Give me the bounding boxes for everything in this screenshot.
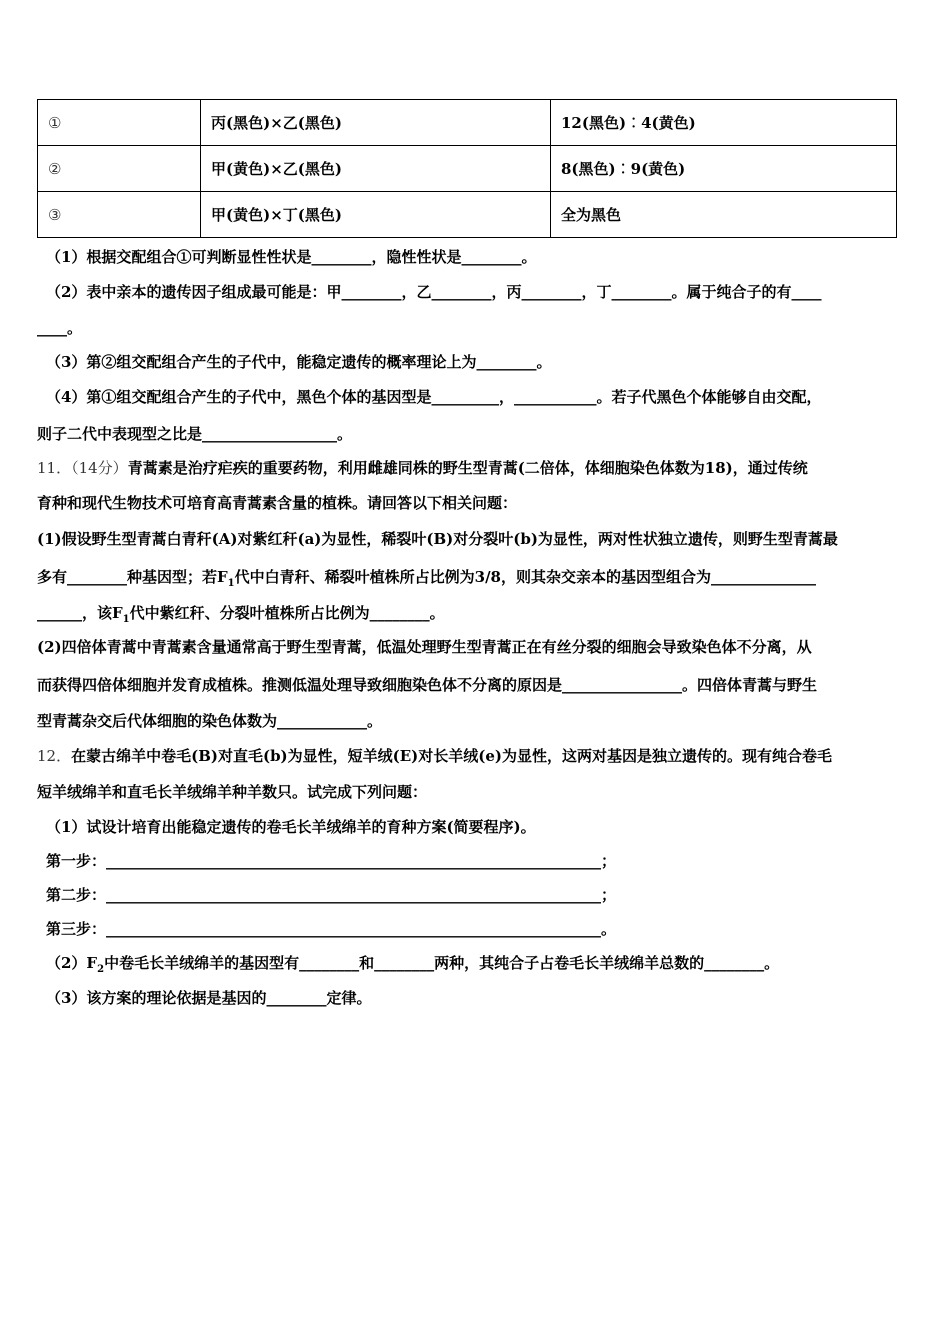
q11-part1-line1: (1)假设野生型青蒿白青秆(A)对紫红秆(a)为显性，稀裂叶(B)对分裂叶(b)为显性，两对性状独立遗传，则野生型青蒿最 [37,530,838,548]
q11-stem-line2: 育种和现代生物技术可培育高青蒿素含量的植株。请回答以下相关问题： [37,494,518,512]
q12-part2-text-a: （2）F [46,954,98,972]
cross-number-cell: ① [38,100,201,146]
q11-stem-line1: 青蒿素是治疗疟疾的重要药物，利用雌雄同株的野生型青蒿(二倍体，体细胞染色体数为18)，通过传统 [127,459,808,477]
q12-line1 [37,746,899,766]
q12-part3: （3）该方案的理论依据是基因的________定律。 [46,989,372,1007]
q10-part4-line2: 则子二代中表现型之比是__________________。 [37,425,353,443]
q10-part2-line2: ____。 [37,319,83,337]
q12-part1: （1）试设计培育出能稳定遗传的卷毛长羊绒绵羊的育种方案(简要程序)。 [46,818,536,836]
q12-part2 [46,953,908,973]
cross-results-table [37,99,897,238]
q11-part1-line3-text-b: 代中紫红秆、分裂叶植株所占比例为________。 [129,604,445,622]
q11-part1-line3 [37,603,899,623]
q10-part3: （3）第②组交配组合产生的子代中，能稳定遗传的概率理论上为________。 [46,353,552,371]
q11-part2-line3: 型青蒿杂交后代体细胞的染色体数为____________。 [37,712,383,730]
q11-part1-line3-text-a: ______，该F [37,604,123,622]
q12-number: 12． [37,747,72,765]
cross-number-cell: ③ [38,192,201,238]
q11-part1-line2-text-b: 代中白青秆、稀裂叶植株所占比例为3/8，则其杂交亲本的基因型组合为______________ [234,568,816,586]
q10-part4-line1: （4）第①组交配组合产生的子代中，黑色个体的基因型是_________，___________。若子代黑色个体能够自由交配， [46,388,822,406]
cross-number-cell: ② [38,146,201,192]
q12-stem-line1: 在蒙古绵羊中卷毛(B)对直毛(b)为显性，短羊绒(E)对长羊绒(e)为显性，这两对基因是独立遗传的。现有纯合卷毛 [71,747,833,765]
cross-parents-cell: 甲(黄色)×乙(黑色) [201,146,551,192]
q11-part1-line2 [37,567,899,587]
q12-step3: 第三步：__________________________________________________________________。 [46,920,617,938]
q11-part2-line1: (2)四倍体青蒿中青蒿素含量通常高于野生型青蒿，低温处理野生型青蒿正在有丝分裂的细胞会导致染色体不分离，从 [37,638,812,656]
q12-step2: 第二步：__________________________________________________________________； [46,886,617,904]
q12-part2-text-b: 中卷毛长羊绒绵羊的基因型有________和________两种，其纯合子占卷毛长羊绒绵羊总数的________。 [104,954,780,972]
cross-result-cell: 12(黑色)︰4(黄色) [551,100,897,146]
cross-parents-cell: 丙(黑色)×乙(黑色) [201,100,551,146]
q11-line1 [37,458,899,478]
q10-part2-line1: （2）表中亲本的遗传因子组成最可能是：甲________，乙________，丙________，丁________。属于纯合子的有____ [46,283,822,301]
cross-parents-cell: 甲(黄色)×丁(黑色) [201,192,551,238]
table-row [38,146,897,192]
q10-part1: （1）根据交配组合①可判断显性性状是________，隐性性状是________。 [46,248,537,266]
q12-stem-line2: 短羊绒绵羊和直毛长羊绒绵羊种羊数只。试完成下列问题： [37,783,428,801]
q12-step1: 第一步：__________________________________________________________________； [46,852,617,870]
q11-part2-line2: 而获得四倍体细胞并发育成植株。推测低温处理导致细胞染色体不分离的原因是________________。四倍体青蒿与野生 [37,676,818,694]
cross-result-cell: 8(黑色)︰9(黄色) [551,146,897,192]
subscript: 1 [122,614,130,625]
cross-result-cell: 全为黑色 [551,192,897,238]
table-row [38,100,897,146]
q11-number: 11．（14分） [37,459,128,477]
table-row [38,192,897,238]
subscript: 1 [227,578,235,589]
subscript: 2 [97,964,105,975]
q11-part1-line2-text-a: 多有________种基因型；若F [37,568,228,586]
